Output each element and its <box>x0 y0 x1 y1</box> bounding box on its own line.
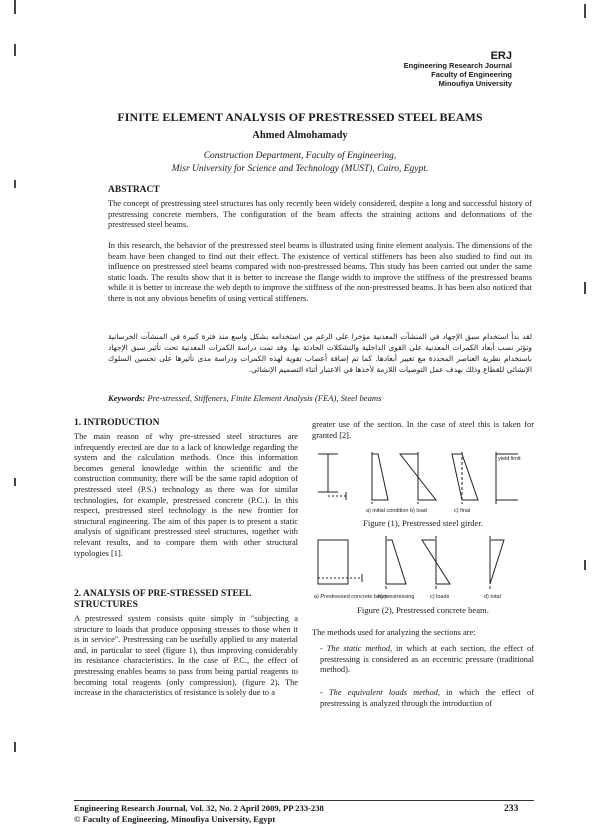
method-static <box>320 644 534 676</box>
keywords-line <box>108 393 532 403</box>
footer-journal-citation: Engineering Research Journal, Vol. 32, No. 2 April 2009, PP 233-238 <box>74 803 324 813</box>
method-static-text: in which at each section, the effect of prestressing is considered as an eccentric pressure (traditional method). <box>320 644 534 675</box>
section-2-continued: greater use of the section. In the case of steel this is taken for granted [2]. <box>312 420 534 440</box>
stress-diagram-c <box>452 454 478 500</box>
figure-2-label-b: b) prestressing <box>378 594 415 600</box>
section-2-heading: 2. ANALYSIS OF PRE-STRESSED STEEL STRUCTURES <box>74 589 251 610</box>
journal-university: Minoufiya University <box>438 79 512 88</box>
figure-2-caption: Figure (2), Prestressed concrete beam. <box>357 605 489 615</box>
figure-2-label-c: c) loads <box>430 594 450 600</box>
scan-mark <box>14 0 16 14</box>
journal-faculty: Faculty of Engineering <box>431 70 512 79</box>
scan-mark <box>14 478 16 486</box>
figure-1-diagram <box>312 448 534 516</box>
keywords-text: Pre-stressed, Stiffeners, Finite Element Analysis (FEA), Steel beams <box>145 393 382 403</box>
scan-mark <box>584 560 586 570</box>
stress-diagram-d <box>490 540 504 584</box>
method-static-term: The static method, <box>326 644 393 653</box>
figure-1-label-b: b) load <box>410 508 427 514</box>
journal-masthead <box>404 52 512 88</box>
journal-name: Engineering Research Journal <box>403 61 512 70</box>
scan-mark <box>584 4 586 18</box>
footer-rule <box>74 800 534 801</box>
figure-1-label-a: a) initial condition <box>366 508 409 514</box>
section-1-heading: 1. INTRODUCTION <box>74 418 160 428</box>
journal-abbrev: ERJ <box>490 50 512 62</box>
figure-1-label-yield: yield limit <box>498 456 521 462</box>
paper-title: FINITE ELEMENT ANALYSIS OF PRESTRESSED STEEL BEAMS <box>117 110 483 124</box>
stress-diagram-c <box>422 540 450 584</box>
scan-mark <box>14 44 16 56</box>
figure-2-diagram <box>312 532 534 602</box>
footer-copyright: © Faculty of Engineering, Minoufiya University, Egypt <box>74 814 276 824</box>
stress-diagram-b <box>386 540 406 584</box>
section-2-text: A prestressed system consists quite simply in "subjecting a structure to loads that produce opposing stresses to those when it is in service". Prestressing can be usefully applied to any material and, in particular to steel (figure 1), thus improving considerably its resistance characteristics. In the case of P.C., the effect of prestressing enables beams to pass from being partial reagents to becoming total reagents (only compression), (figure 2). The increase in the characteristics of resistance is solely due to a <box>74 614 298 698</box>
scan-mark <box>14 180 16 188</box>
stress-diagram-a <box>372 454 388 500</box>
scan-mark <box>14 742 16 752</box>
stress-diagram-b <box>400 454 436 500</box>
figure-1-caption: Figure (1), Prestressed steel girder. <box>363 518 483 528</box>
method-equivalent-text: in which the effect of prestressing is analyzed through the introduction of <box>320 688 534 708</box>
author-affiliation <box>0 150 600 176</box>
page-number: 233 <box>504 803 519 814</box>
affiliation-line-2: Misr University for Science and Technology (MUST), Cairo, Egypt. <box>171 164 429 174</box>
figure-1-label-c: c) final <box>454 508 471 514</box>
method-equivalent-term: The equivalent loads method, <box>328 688 440 697</box>
affiliation-line-1: Construction Department, Faculty of Engineering, <box>203 151 397 161</box>
method-equivalent-loads <box>320 688 534 709</box>
figure-2-label-a: a) Prestressed concrete beam <box>314 594 388 600</box>
keywords-label: Keywords: <box>108 393 146 403</box>
methods-intro: The methods used for analyzing the sections are: <box>312 628 476 637</box>
concrete-section <box>318 540 348 584</box>
scan-mark <box>584 282 586 294</box>
abstract-arabic: لقد بدأ استخدام سبق الإجهاد في المنشآت المعدنية مؤخرا على الرغم من استخدامه بشكل واسع منذ فترة كبيرة في المنشآت الخرسانية وتؤثر نسب أبعاد الكمرات المعدنية على القوى الداخلية والتشكلات الحادثة بها. وقد تمت دراسة الكمرات المعدنية تحت تأثير سبق الإجهاد باستخدام نظرية العناصر المحددة مع تغيير أبعادها. كما تم إضافة أعصاب تقوية لهذه الكمرات ودراسة مدى تأثيرها على تحسين السلوك الإنشائي للقطاع وذلك بهدف عمل التوصيات اللازمة لأخذها في الاعتبار أثناء التصميم الإنشائي. <box>108 332 532 374</box>
figure-2-label-d: d) total <box>484 594 501 600</box>
abstract-paragraph-2: In this research, the behavior of the prestressed steel beams is illustrated using finite element analysis. The dimensions of the beam have been changed to find out their effect. The existence of vertical stiffeners has been also studied to find out its influence on prestressed steel beams compared with non-prestressed beams. This study has been carried out under the same static loads. The results show that it is better to increase the flange width to improve the stiffness of the prestressed beams while it is better to increase the web depth to improve the stiffness of the non-prestressed beams. It has been also noticed that there is not any obvious benefits of using vertical stiffeners. <box>108 241 532 303</box>
abstract-paragraph-1: The concept of prestressing steel structures has only recently been widely considered, despite a long and successful history of prestressing concrete members. The configuration of the beam affects the straining actions and deformations of the prestressed steel beams. <box>108 199 532 230</box>
abstract-heading: ABSTRACT <box>108 185 160 195</box>
author-name: Ahmed Almohamady <box>252 130 348 141</box>
section-1-text: The main reason of why pre-stressed steel structures are infrequently erected are due to a lack of knowledge regarding the system and the calculation methods. Once this information becomes general knowledge within the scientific and the construction community, there will be the same rapid adoption of prestressed steel (P.S.) technology as there was for similar technologies, for example, prestressed concrete (P.C.). In this respect, prestressed steel technology is the new frontier for structural engineering. The aim of this paper is to present a static analysis of significant prestressed steel structures, together with relevant results, and to compare them with other structural typologies [1]. <box>74 432 298 558</box>
